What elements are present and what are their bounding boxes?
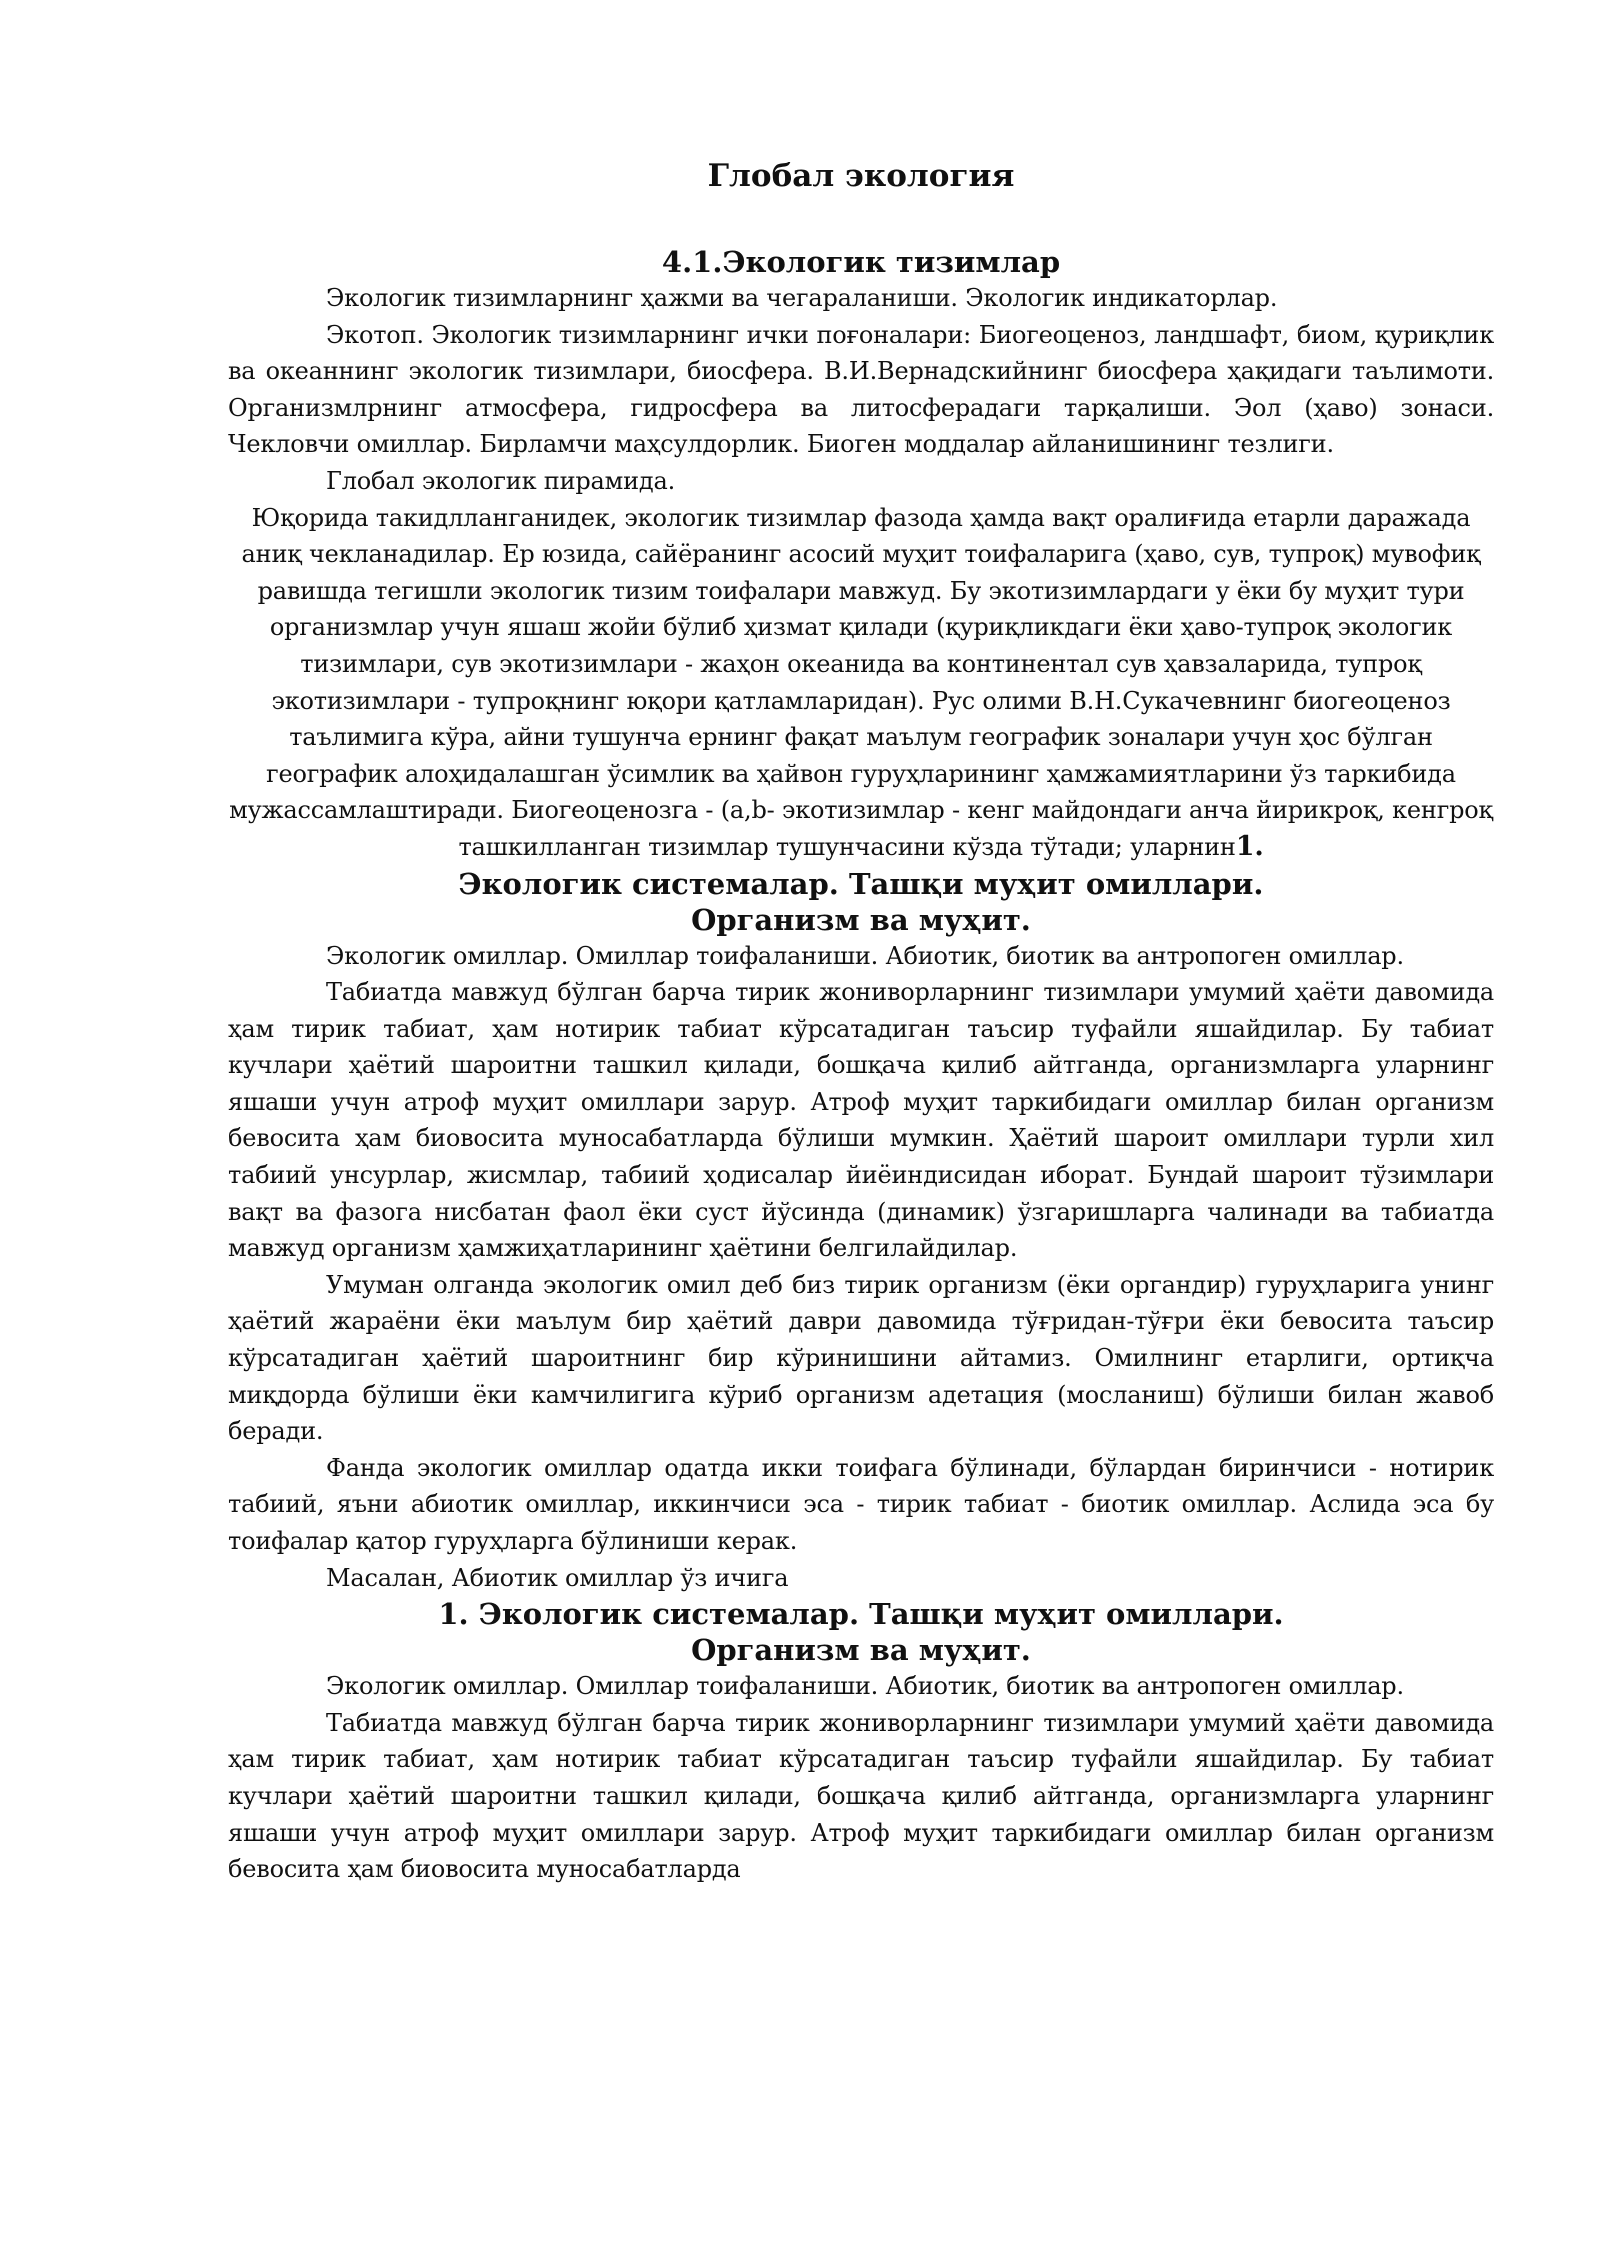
paragraph: Экологик омиллар. Омиллар тоифаланиши. Абиотик, биотик ва антропоген омиллар. — [326, 941, 1404, 970]
section-external-factors — [228, 866, 1494, 1597]
paragraph: Табиатда мавжуд бўлган барча тирик жониворларнинг тизимлари умумий ҳаёти давомида ҳам тирик табиат, ҳам нотирик табиат кўрсатадиган таъсир туфайли яшайдилар. Бу табиат кучлари ҳаётий шароитни ташкил қилади, бошқача қилиб айтганда, организмларга уларнинг яшаши учун атроф муҳит омиллари зарур. Атроф муҳит таркибидаги омиллар билан организм бевосита ҳам биовосита муносабатларда — [228, 1708, 1494, 1884]
section-subheading: Организм ва муҳит. — [691, 902, 1031, 937]
paragraph: Фанда экологик омиллар одатда икки тоифага бўлинади, бўлардан биринчиси - нотирик табиий, яъни абиотик омиллар, иккинчиси эса - тирик табиат - биотик омиллар. Аслида эса бу тоифалар қатор гуруҳларга бўлиниши керак. — [228, 1453, 1494, 1555]
document-title: Глобал экология — [707, 158, 1015, 194]
paragraph: Экологик тизимларнинг ҳажми ва чегараланиши. Экологик индикаторлар. — [326, 284, 1278, 312]
paragraph: Табиатда мавжуд бўлган барча тирик жониворларнинг тизимлари умумий ҳаёти давомида ҳам тирик табиат, ҳам нотирик табиат кўрсатадиган таъсир туфайли яшайдилар. Бу табиат кучлари ҳаётий шароитни ташкил қилади, бошқача қилиб айтганда, организмларга уларнинг яшаши учун атроф муҳит омиллари зарур. Атроф муҳит таркибидаги омиллар билан организм бевосита ҳам биовосита муносабатларда бўлиши мумкин. Ҳаётий шароит омиллари турли хил табиий унсурлар, жисмлар, табиий ҳодисалар йиёиндисидан иборат. Бундай шароит тўзимлари вақт ва фазога нисбатан фаол ёки суст йўсинда (динамик) ўзгаришларга чалинади ва табиатда мавжуд организм ҳамжиҳатларининг ҳаётини белгилайдилар. — [228, 978, 1494, 1263]
section-heading: Экологик системалар. Ташқи муҳит омиллари. — [458, 866, 1264, 901]
section-heading: 1. Экологик системалар. Ташқи муҳит омиллари. — [438, 1597, 1284, 1632]
section-heading: 4.1.Экологик тизимлар — [661, 245, 1061, 279]
section-subheading: Организм ва муҳит. — [691, 1633, 1031, 1668]
centered-paragraph-text: Юқорида такидлланганидек, экологик тизимлар фазода ҳамда вақт оралиғида етарли даражада аниқ чекланадилар. Ер юзида, сайёранинг асосий муҳит тоифаларига (ҳаво, сув, тупроқ) мувофиқ равишда тегишли экологик тизим тоифалари мавжуд. Бу экотизимлардаги у ёки бу муҳит тури организмлар учун яшаш жойи бўлиб ҳизмат қилади (қуриқликдаги ёки ҳаво-тупроқ экологик тизимлари, сув экотизимлари - жаҳон океанида ва континентал сув ҳавзаларида, тупроқ экотизимлари - тупроқнинг юқори қатламларидан). Рус олими В.Н.Сукачевнинг биогеоценоз таълимига кўра, айни тушунча ернинг фақат маълум географик зоналари учун ҳос бўлган географик алоҳидалашган ўсимлик ва ҳайвон гуруҳларининг ҳамжамиятларини ўз таркибида мужассамлаштиради. Биогеоценозга - (а,b- экотизимлар - кенг майдондаги анча йирикроқ, кенгроқ ташкилланган тизимлар тушунчасини кўзда тўтади; уларнин — [229, 503, 1493, 861]
paragraph: Глобал экологик пирамида. — [326, 466, 676, 495]
section-number-inline: 1. — [1235, 830, 1264, 862]
section-ecological-systems — [228, 244, 1494, 866]
centered-paragraph — [228, 500, 1494, 866]
section-external-factors-repeat — [228, 1596, 1494, 1888]
paragraph: Масалан, Абиотик омиллар ўз ичига — [326, 1563, 789, 1592]
paragraph: Умуман олганда экологик омил деб биз тирик организм (ёки органдир) гуруҳларига унинг ҳаётий жараёни ёки маълум бир ҳаётий даври давомида тўғридан-тўғри ёки бевосита таъсир кўрсатадиган ҳаётий шароитнинг бир кўринишини айтамиз. Омилнинг етарлиги, ортиқча миқдорда бўлиши ёки камчилигига кўриб организм адетация (мосланиш) бўлиши билан жавоб беради. — [228, 1270, 1494, 1446]
paragraph: Экологик омиллар. Омиллар тоифаланиши. Абиотик, биотик ва антропоген омиллар. — [326, 1672, 1404, 1701]
paragraph: Экотоп. Экологик тизимларнинг ички поғоналари: Биогеоценоз, ландшафт, биом, қуриқлик ва океаннинг экологик тизимлари, биосфера. В.И.Вернадскийнинг биосфера ҳақидаги таълимоти. Организмлрнинг атмосфера, гидросфера ва литосферадаги тарқалиши. Эол (ҳаво) зонаси. Чекловчи омиллар. Бирламчи маҳсулдорлик. Биоген моддалар айланишининг тезлиги. — [228, 320, 1494, 459]
